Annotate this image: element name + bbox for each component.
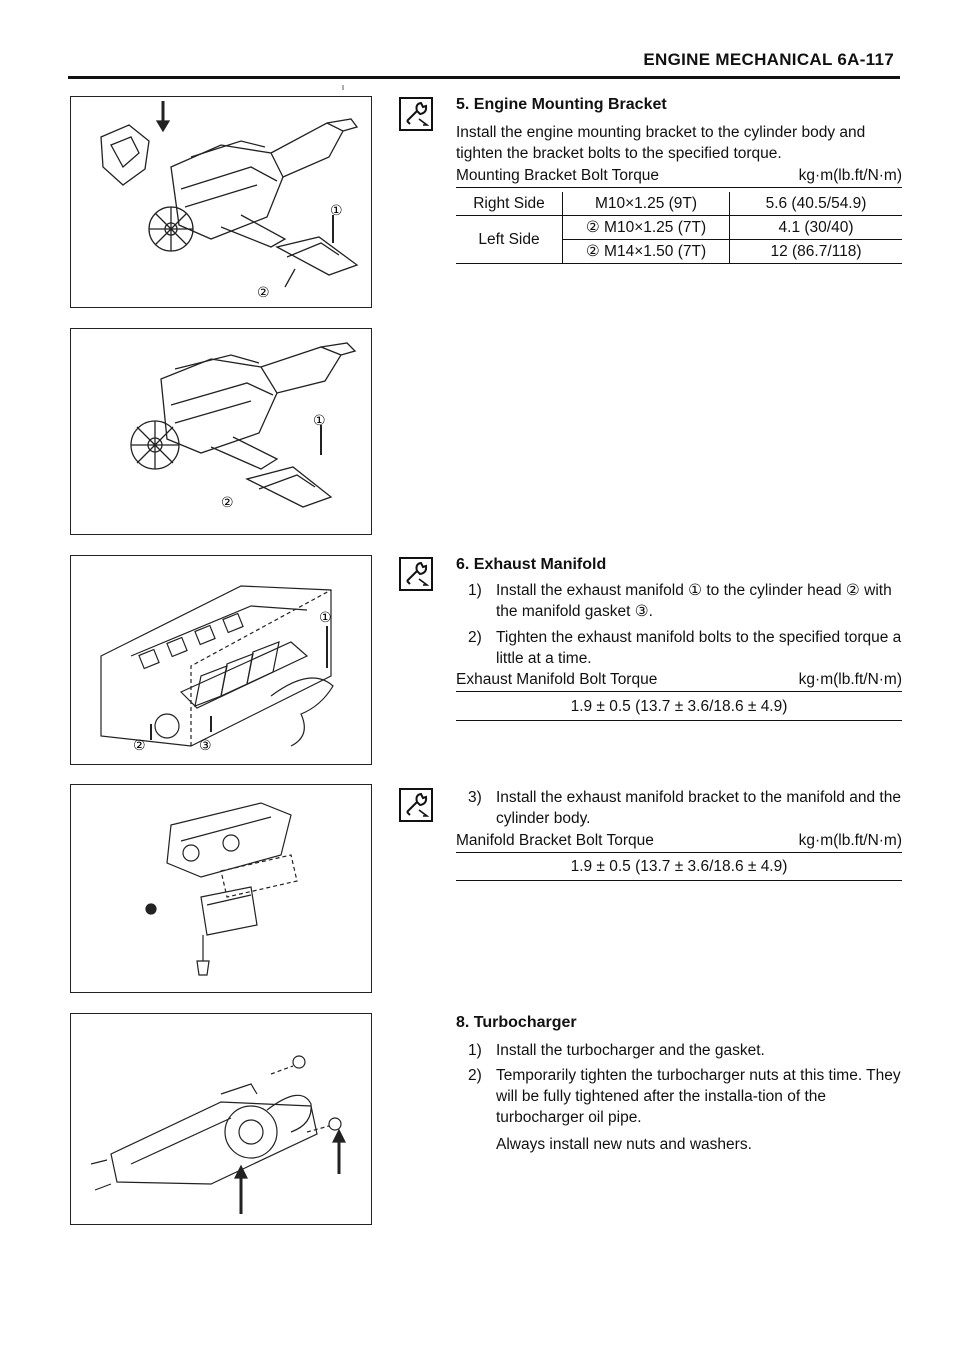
torque-label: Mounting Bracket Bolt Torque (456, 167, 660, 184)
engine-mount-illustration-2 (71, 329, 371, 534)
step-text: Install the turbocharger and the gasket. (496, 1042, 765, 1059)
stray-mark: ι (342, 82, 344, 92)
step-number: 3) (468, 789, 482, 806)
table-cell-side: Right Side (456, 192, 563, 216)
step-text: Temporarily tighten the turbocharger nuts at this time. They will be fully tightened after the installa-tion of the turbocharger oil pipe. (496, 1067, 901, 1126)
figure-turbocharger (70, 1013, 372, 1225)
step-1 (468, 580, 902, 624)
torque-header (456, 167, 902, 188)
header-rule (68, 76, 900, 79)
step-2 (468, 627, 902, 671)
torque-value: 1.9 ± 0.5 (13.7 ± 3.6/18.6 ± 4.9) (456, 695, 902, 721)
section-title-exhaust-manifold: 6. Exhaust Manifold (456, 556, 607, 573)
note-text: Always install new nuts and washers. (496, 1136, 752, 1153)
table-row (456, 192, 902, 216)
torque-units: kg·m(lb.ft/N·m) (798, 671, 902, 688)
callout-2: ② (221, 495, 234, 511)
section-paragraph: Install the engine mounting bracket to the cylinder body and tighten the bracket bolts to the specified torque. (456, 124, 866, 162)
figure-manifold-bracket (70, 784, 372, 993)
table-cell-value: 12 (86.7/118) (730, 240, 903, 264)
callout-1: ① (313, 413, 326, 429)
table-row (456, 216, 902, 240)
torque-header (456, 832, 902, 853)
exhaust-manifold-illustration (71, 556, 371, 764)
table-cell-side: Left Side (456, 216, 563, 264)
callout-1: ① (319, 610, 332, 626)
torque-label: Manifold Bracket Bolt Torque (456, 832, 654, 849)
wrench-tighten-icon (399, 557, 433, 591)
step-number: 2) (468, 1067, 482, 1084)
figure-exhaust-manifold (70, 555, 372, 765)
torque-units: kg·m(lb.ft/N·m) (798, 832, 902, 849)
torque-header (456, 671, 902, 692)
step-number: 2) (468, 629, 482, 646)
step-number: 1) (468, 582, 482, 599)
torque-value: 1.9 ± 0.5 (13.7 ± 3.6/18.6 ± 4.9) (456, 855, 902, 881)
torque-label: Exhaust Manifold Bolt Torque (456, 671, 658, 688)
mounting-bracket-torque-table (456, 192, 902, 264)
engine-mount-illustration (71, 97, 371, 307)
step-number: 1) (468, 1042, 482, 1059)
manifold-bracket-illustration (71, 785, 371, 992)
torque-units: kg·m(lb.ft/N·m) (798, 167, 902, 184)
figure-engine-mount-2 (70, 328, 372, 535)
step-text: Install the exhaust manifold bracket to the manifold and the cylinder body. (496, 789, 901, 827)
table-cell-bolt: ② M10×1.25 (7T) (563, 216, 730, 240)
callout-2: ② (133, 738, 146, 754)
step-text: Install the exhaust manifold ① to the cylinder head ② with the manifold gasket ③. (496, 582, 892, 620)
turbocharger-illustration (71, 1014, 371, 1224)
section-title-engine-mounting-bracket: 5. Engine Mounting Bracket (456, 96, 667, 113)
table-cell-bolt: ② M14×1.50 (7T) (563, 240, 730, 264)
table-cell-bolt: M10×1.25 (9T) (563, 192, 730, 216)
wrench-tighten-icon (399, 97, 433, 131)
figure-engine-mount-1 (70, 96, 372, 308)
callout-1: ① (330, 203, 343, 219)
section-title-turbocharger: 8. Turbocharger (456, 1014, 577, 1031)
step-text: Tighten the exhaust manifold bolts to the specified torque a little at a time. (496, 629, 902, 667)
step-3 (468, 787, 902, 831)
callout-2: ② (257, 285, 270, 301)
table-cell-value: 5.6 (40.5/54.9) (730, 192, 903, 216)
table-cell-value: 4.1 (30/40) (730, 216, 903, 240)
wrench-tighten-icon (399, 788, 433, 822)
step-2 (468, 1065, 902, 1131)
step-1 (468, 1040, 902, 1062)
page-title: ENGINE MECHANICAL 6A-117 (643, 50, 894, 69)
callout-3: ③ (199, 738, 212, 754)
